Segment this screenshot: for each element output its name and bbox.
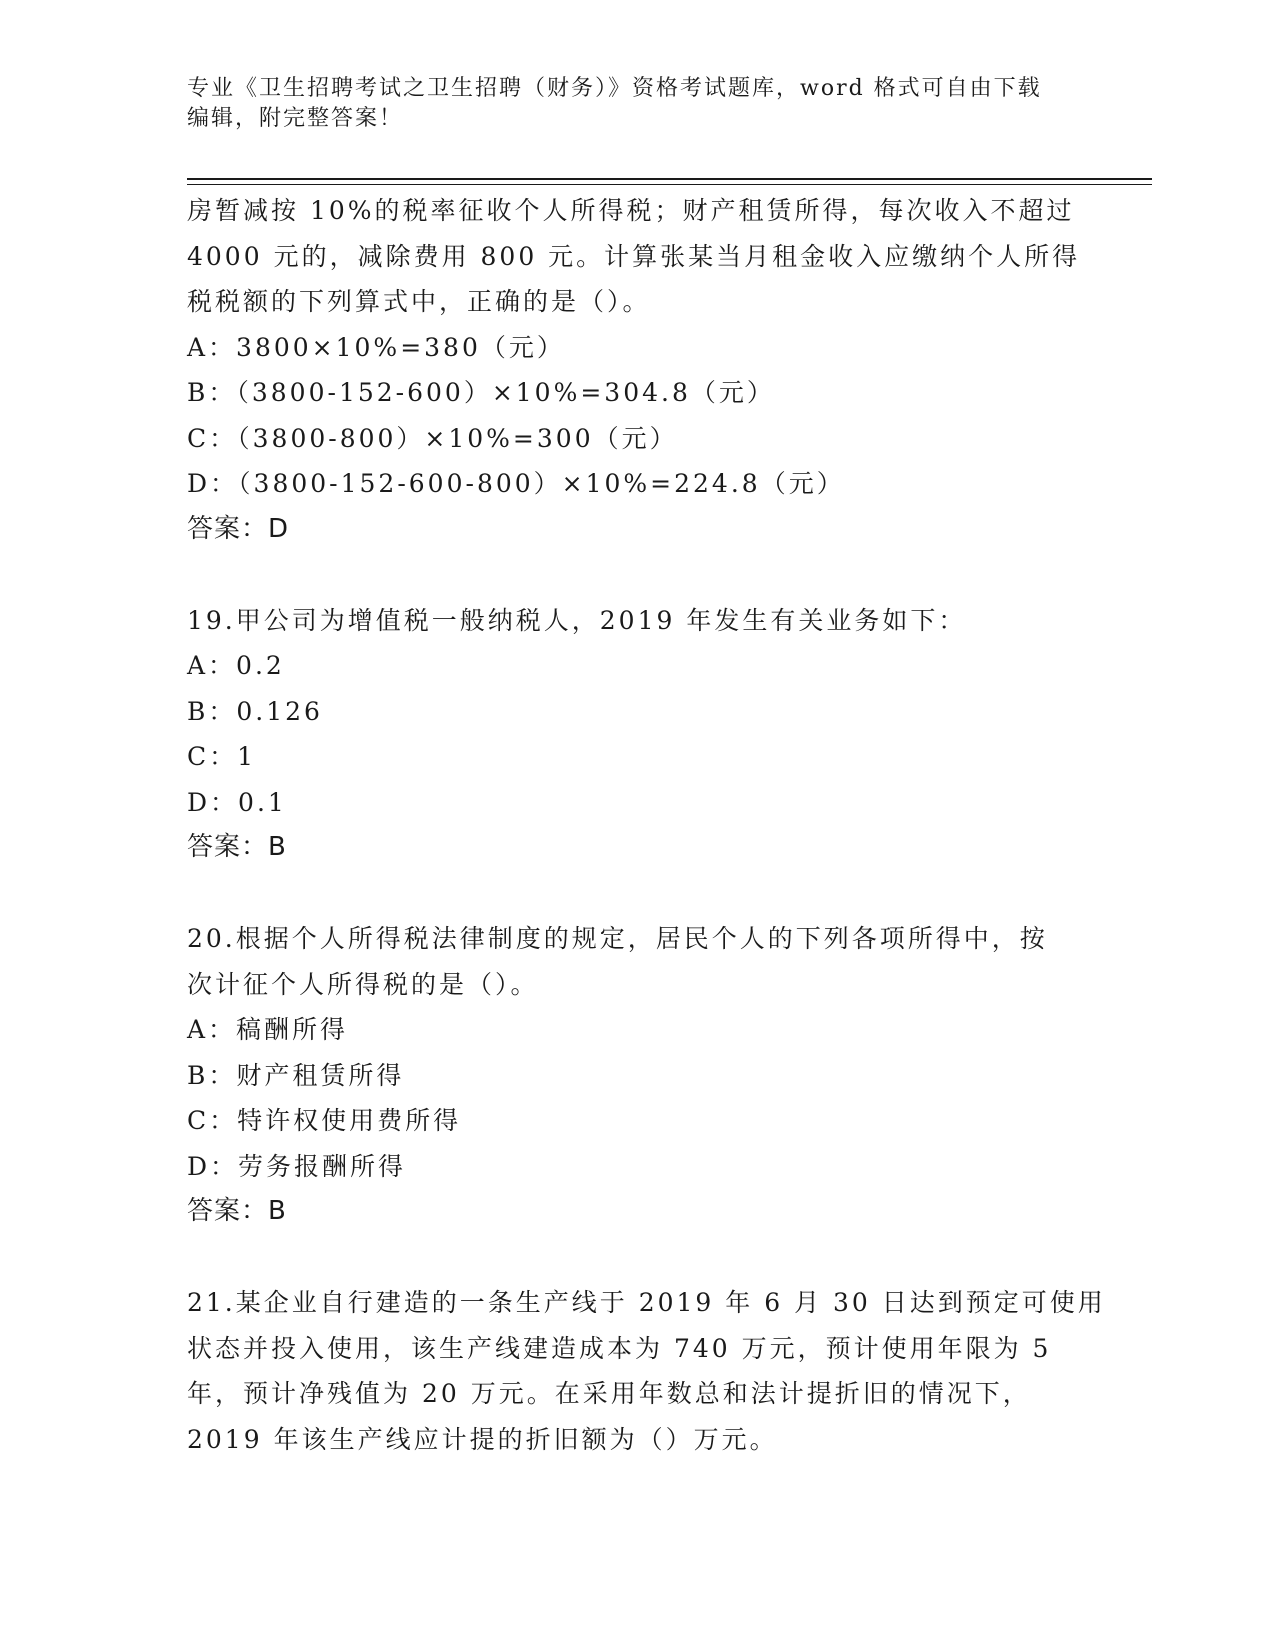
option-a: A：3800×10%=380（元） (187, 332, 565, 362)
spacer (187, 871, 1087, 917)
answer-label: 答案：B (187, 1196, 287, 1226)
question-text-line: 20.根据个人所得税法律制度的规定，居民个人的下列各项所得中，按 (187, 924, 1048, 953)
answer-label: 答案：B (187, 832, 287, 862)
question-text-line: 房暂减按 10%的税率征收个人所得税；财产租赁所得，每次收入不超过 (187, 196, 1075, 225)
question-text-line: 状态并投入使用，该生产线建造成本为 740 万元，预计使用年限为 5 (187, 1333, 1052, 1363)
option-c: C：1 (187, 742, 257, 771)
header-line-2: 编辑，附完整答案！ (187, 106, 404, 131)
header-line-1: 专业《卫生招聘考试之卫生招聘（财务）》资格考试题库，word 格式可自由下载 (187, 76, 1042, 101)
question-text-line: 次计征个人所得税的是（）。 (187, 969, 539, 999)
spacer (187, 552, 1087, 598)
option-c: C：特许权使用费所得 (187, 1106, 462, 1135)
option-d: D：（3800-152-600-800）×10%=224.8（元） (187, 469, 845, 498)
option-d: D：劳务报酬所得 (187, 1151, 407, 1181)
question-text-line: 19.甲公司为增值税一般纳税人，2019 年发生有关业务如下： (187, 605, 967, 635)
question-text-line: 21.某企业自行建造的一条生产线于 2019 年 6 月 30 日达到预定可使用 (187, 1288, 1106, 1317)
question-text-line: 税税额的下列算式中，正确的是（）。 (187, 287, 651, 316)
question-21 (187, 1280, 1106, 1462)
option-c: C：（3800-800）×10%=300（元） (187, 423, 678, 453)
header-rule-thin (187, 184, 1152, 185)
answer-label: 答案：D (187, 513, 290, 544)
option-b: B：0.126 (187, 696, 323, 726)
page-header (187, 74, 1087, 134)
question-text-line: 4000 元的，减除费用 800 元。计算张某当月租金收入应缴纳个人所得 (187, 241, 1081, 271)
option-a: A：稿酬所得 (187, 1015, 349, 1044)
question-19 (187, 598, 1087, 871)
option-b: B：财产租赁所得 (187, 1060, 405, 1090)
spacer (187, 1235, 1087, 1281)
question-20 (187, 916, 1087, 1235)
document-body (187, 188, 1106, 1462)
option-b: B：（3800-152-600）×10%=304.8（元） (187, 378, 775, 407)
option-a: A：0.2 (187, 651, 285, 680)
question-text-line: 年，预计净残值为 20 万元。在采用年数总和法计提折旧的情况下， (187, 1379, 1031, 1408)
question-18 (187, 188, 1087, 552)
question-text-line: 2019 年该生产线应计提的折旧额为（）万元。 (187, 1424, 778, 1454)
option-d: D：0.1 (187, 787, 287, 817)
header-rule-thick (187, 178, 1152, 180)
